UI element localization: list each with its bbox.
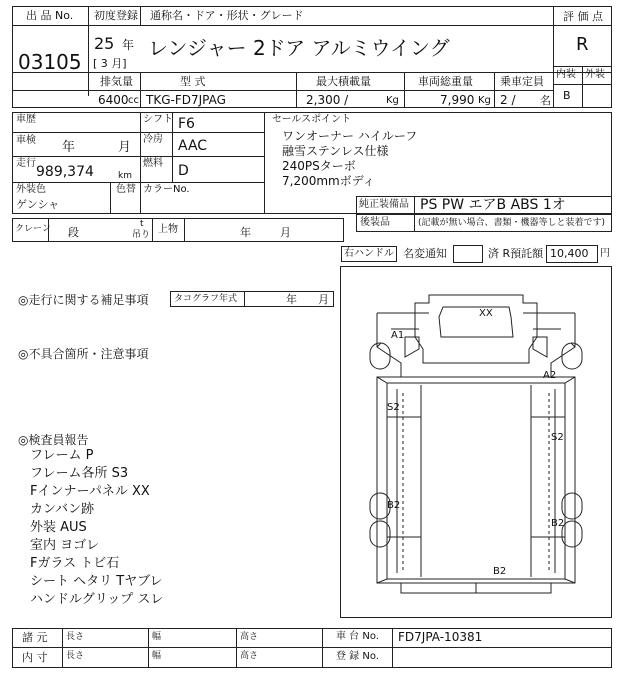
inspector-report-title: ◎検査員報告 [18, 433, 89, 447]
inner-dim-row-label: 内 寸 [22, 651, 48, 664]
max-load-label: 最大積載量 [316, 75, 371, 88]
report-line: Fインナーパネル XX [30, 484, 150, 499]
capacity: 2 / [500, 93, 516, 107]
crane-lift-label: 吊り [132, 230, 151, 240]
gvw-unit: Kg [478, 95, 491, 106]
damage-mark: A1 [391, 330, 405, 341]
chassis-number: FD7JPA-10381 [398, 630, 483, 644]
body-month-unit: 月 [280, 226, 291, 239]
height-label: 高さ [240, 632, 259, 642]
fuel-label: 燃料 [143, 158, 163, 169]
damage-mark: XX [479, 308, 493, 319]
max-load-unit: Kg [386, 95, 399, 106]
capacity-label: 乗車定員 [500, 75, 544, 88]
footer-table [12, 628, 612, 668]
crane-label: クレーン [15, 224, 51, 234]
color-value: ゲンシャ [16, 198, 60, 211]
lot-label: 出 品 No. [26, 9, 74, 22]
body-year-unit: 年 [240, 226, 251, 239]
displacement: 6400 [98, 93, 129, 107]
report-line: ハンドルグリップ スレ [30, 592, 164, 607]
width-label: 幅 [152, 651, 162, 661]
reg-month: [ 3 月] [93, 57, 127, 70]
fuel-value: D [178, 163, 189, 179]
chassis-label: 車 台 No. [336, 631, 379, 642]
grade-label: 評 価 点 [563, 10, 603, 23]
shift-value: F6 [178, 116, 195, 132]
inspection-label: 車検 [16, 135, 36, 146]
damage-mark: B2 [551, 518, 565, 529]
aftermarket-label: 後装品 [360, 217, 390, 228]
report-line: カンバン跡 [30, 502, 95, 517]
interior-grade: B [563, 89, 571, 102]
crane-block [12, 218, 344, 242]
model-type: TKG-FD7JPAG [146, 93, 226, 107]
mileage-unit: km [118, 171, 132, 181]
defect-notes-title: ◎不具合箇所・注意事項 [18, 347, 149, 361]
inspection-year-unit: 年 [62, 140, 76, 155]
body-label: 上物 [158, 224, 178, 235]
max-load: 2,300 / [306, 93, 349, 107]
crane-ton-unit: t [140, 219, 144, 229]
shift-label: シフト [143, 114, 173, 125]
inspection-diagram [340, 266, 612, 618]
mileage-label: 走行 [16, 158, 36, 169]
interior-grade-label: 内装 [556, 69, 576, 80]
width-label: 幅 [152, 632, 162, 642]
sales-point: 融雪ステンレス仕様 [282, 144, 389, 158]
exterior-grade-label: 外装 [585, 69, 605, 80]
registration-label: 登 録 No. [336, 651, 379, 662]
gvw: 7,990 [440, 93, 475, 107]
reg-year: 25 [94, 34, 115, 53]
equipment-label: 純正装備品 [359, 199, 409, 210]
report-line: フレーム各所 S3 [30, 466, 129, 481]
mileage-value: 989,374 [36, 164, 94, 180]
yen-unit: 円 [600, 248, 610, 259]
capacity-unit: 名 [540, 94, 551, 107]
damage-mark: B2 [493, 566, 507, 577]
type-label: 型 式 [180, 75, 206, 88]
damage-mark: S2 [551, 432, 564, 443]
first-reg-label: 初度登録 [94, 9, 138, 22]
overall-grade: R [576, 34, 589, 55]
model-name: レンジャー 2ドア アルミウイング [148, 36, 450, 60]
displacement-label: 排気量 [100, 75, 133, 88]
height-label: 高さ [240, 651, 259, 661]
ac-value: AAC [178, 138, 208, 154]
damage-mark: A2 [543, 370, 557, 381]
tacho-month-unit: 月 [318, 293, 329, 306]
equipment-value: PS PW エアB ABS 1オ [420, 197, 566, 213]
reg-year-unit: 年 [122, 38, 135, 52]
specs-row-label: 諸 元 [22, 631, 48, 644]
truck-outline [341, 267, 611, 617]
name-change-label: 名変通知 [403, 247, 447, 260]
damage-mark: S2 [387, 402, 400, 413]
report-line: シート ヘタリ Tヤブレ [30, 574, 163, 589]
sales-point: 7,200mmボディ [282, 174, 375, 188]
tacho-year-unit: 年 [286, 293, 297, 306]
name-change-box [453, 245, 483, 263]
aftermarket-note: (記載が無い場合、書類・機器等しと装着です) [418, 218, 606, 228]
crane-stages-unit: 段 [68, 226, 79, 239]
driving-notes-title: ◎走行に関する補足事項 [18, 293, 149, 307]
gvw-label: 車両総重量 [418, 75, 473, 88]
color-no-label: カラーNo. [143, 184, 190, 195]
color-change-label: 色替 [116, 184, 136, 195]
length-label: 長さ [66, 632, 85, 642]
sales-point: 240PSターボ [282, 159, 356, 173]
name-label: 通称名・ドア・形状・グレード [150, 9, 304, 22]
report-line: 外装 AUS [30, 520, 87, 535]
sales-points-label: セールスポイント [272, 114, 352, 125]
ac-label: 冷房 [143, 134, 163, 145]
recycle-label: 済 R預託額 [488, 247, 544, 260]
tacho-label: タコグラフ年式 [174, 294, 238, 304]
recycle-amount: 10,400 [550, 247, 589, 260]
sales-point: ワンオーナー ハイルーフ [282, 129, 418, 143]
inspection-month-unit: 月 [118, 140, 132, 155]
lot-number: 03105 [18, 50, 82, 74]
color-label: 外装色 [16, 184, 46, 195]
history-label: 車歴 [16, 114, 36, 125]
damage-mark: B2 [387, 500, 401, 511]
rhd-label: 右ハンドル [344, 248, 394, 259]
report-line: Fガラス トビ石 [30, 556, 120, 571]
report-line: フレーム P [30, 448, 94, 463]
displacement-unit: cc [128, 95, 139, 106]
length-label: 長さ [66, 651, 85, 661]
report-line: 室内 ヨゴレ [30, 538, 100, 553]
